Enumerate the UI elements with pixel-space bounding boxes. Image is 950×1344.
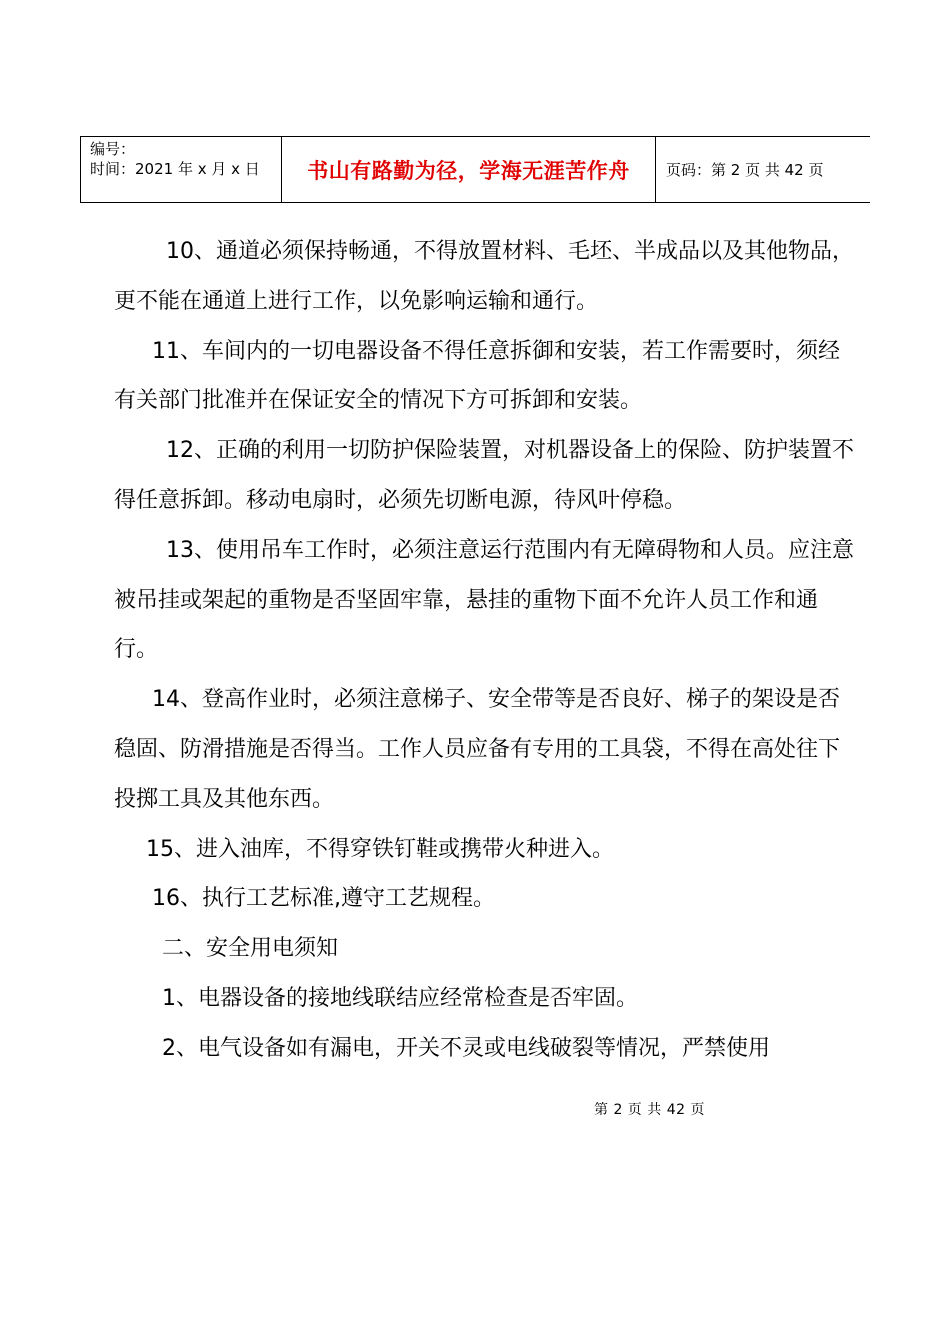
paragraph: 10、通道必须保持畅通，不得放置材料、毛坯、半成品以及其他物品，更不能在通道上进行工作，以免影响运输和通行。 xyxy=(114,239,854,314)
paragraph: 15、进入油库，不得穿铁钉鞋或携带火种进入。 xyxy=(146,836,614,862)
paragraph: 1、电器设备的接地线联结应经常检查是否牢固。 xyxy=(162,985,638,1011)
paragraph: 11、车间内的一切电器设备不得任意拆御和安装，若工作需要时，须经有关部门批准并在保证安全的情况下方可拆卸和安装。 xyxy=(114,338,840,414)
document-header-table xyxy=(80,136,870,203)
header-left-cell xyxy=(81,137,282,202)
page-footer: 第 2 页 共 42 页 xyxy=(594,1102,705,1118)
paragraph: 16、执行工艺标准,遵守工艺规程。 xyxy=(152,886,495,912)
document-time-label: 时间：2021 年 x 月 x 日 xyxy=(90,160,260,178)
paragraph: 2、电气设备如有漏电，开关不灵或电线破裂等情况，严禁使用 xyxy=(162,1035,770,1061)
document-body xyxy=(114,227,854,1074)
header-motto: 书山有路勤为径，学海无涯苦作舟 xyxy=(282,137,656,202)
document-number-label: 编号： xyxy=(90,140,136,158)
paragraph: 12、正确的利用一切防护保险装置，对机器设备上的保险、防护装置不得任意拆卸。移动电扇时，必须先切断电源，待风叶停稳。 xyxy=(114,438,854,513)
section-heading: 二、安全用电须知 xyxy=(162,936,339,962)
paragraph: 14、登高作业时，必须注意梯子、安全带等是否良好、梯子的架设是否稳固、防滑措施是否得当。工作人员应备有专用的工具袋，不得在高处往下投掷工具及其他东西。 xyxy=(114,687,841,812)
paragraph: 13、使用吊车工作时，必须注意运行范围内有无障碍物和人员。应注意被吊挂或架起的重物是否坚固牢靠，悬挂的重物下面不允许人员工作和通行。 xyxy=(114,537,854,663)
header-page-info: 页码：第 2 页 共 42 页 xyxy=(666,161,824,179)
